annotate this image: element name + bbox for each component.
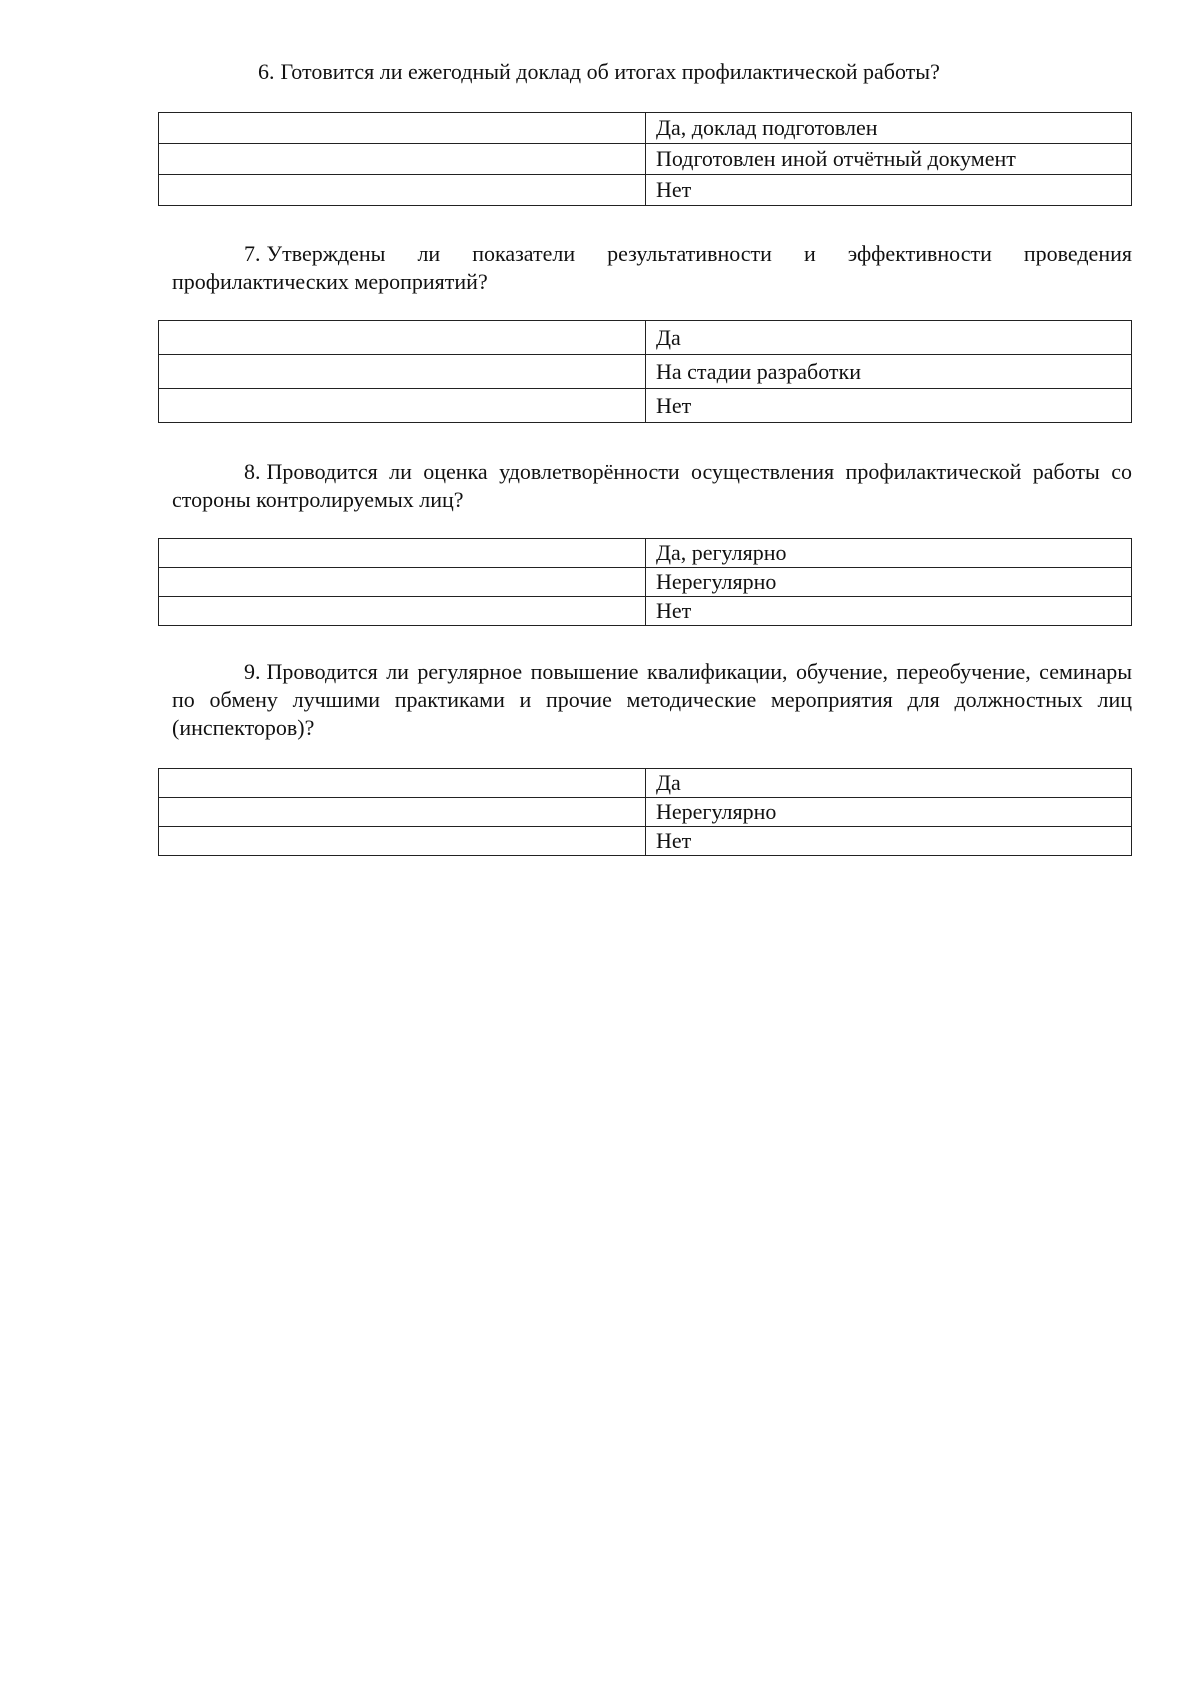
question-9-text: Проводится ли регулярное повышение квалификации, обучение, переобучение, семинары по обмену лучшими практиками и прочие методические мероприятия для должностных лиц (инспекторов)? xyxy=(172,659,1132,740)
answer-option: Нерегулярно xyxy=(646,568,1132,597)
answer-mark-cell[interactable] xyxy=(159,769,646,798)
question-9-number: 9. xyxy=(244,659,261,684)
table-row xyxy=(159,798,1132,827)
question-6 xyxy=(172,58,1132,86)
question-6-number: 6. xyxy=(258,59,275,84)
table-row xyxy=(159,175,1132,206)
table-row xyxy=(159,113,1132,144)
answer-mark-cell[interactable] xyxy=(159,798,646,827)
question-7 xyxy=(172,240,1132,296)
answer-mark-cell[interactable] xyxy=(159,597,646,626)
answer-option: На стадии разработки xyxy=(646,355,1132,389)
answer-option: Нет xyxy=(646,175,1132,206)
answer-table-6 xyxy=(158,112,1132,206)
question-8 xyxy=(172,458,1132,514)
question-7-text: Утверждены ли показатели результативности и эффективности проведения профилактических мероприятий? xyxy=(172,241,1132,294)
table-row xyxy=(159,568,1132,597)
answer-option: Да, доклад подготовлен xyxy=(646,113,1132,144)
question-9 xyxy=(172,658,1132,742)
answer-option: Да, регулярно xyxy=(646,539,1132,568)
table-row xyxy=(159,389,1132,423)
answer-mark-cell[interactable] xyxy=(159,175,646,206)
answer-table-7 xyxy=(158,320,1132,423)
answer-mark-cell[interactable] xyxy=(159,113,646,144)
table-row xyxy=(159,827,1132,856)
answer-mark-cell[interactable] xyxy=(159,321,646,355)
answer-mark-cell[interactable] xyxy=(159,568,646,597)
table-row xyxy=(159,539,1132,568)
answer-table-8 xyxy=(158,538,1132,626)
answer-option: Нет xyxy=(646,597,1132,626)
answer-mark-cell[interactable] xyxy=(159,389,646,423)
answer-option: Нет xyxy=(646,389,1132,423)
question-6-text: Готовится ли ежегодный доклад об итогах профилактической работы? xyxy=(280,59,940,84)
table-row xyxy=(159,355,1132,389)
answer-mark-cell[interactable] xyxy=(159,827,646,856)
answer-mark-cell[interactable] xyxy=(159,144,646,175)
table-row xyxy=(159,597,1132,626)
question-8-text: Проводится ли оценка удовлетворённости осуществления профилактической работы со стороны контролируемых лиц? xyxy=(172,459,1132,512)
table-row xyxy=(159,144,1132,175)
answer-mark-cell[interactable] xyxy=(159,539,646,568)
answer-option: Да xyxy=(646,769,1132,798)
answer-option: Да xyxy=(646,321,1132,355)
answer-option: Подготовлен иной отчётный документ xyxy=(646,144,1132,175)
answer-option: Нерегулярно xyxy=(646,798,1132,827)
answer-mark-cell[interactable] xyxy=(159,355,646,389)
table-row xyxy=(159,321,1132,355)
question-8-number: 8. xyxy=(244,459,261,484)
answer-table-9 xyxy=(158,768,1132,856)
table-row xyxy=(159,769,1132,798)
answer-option: Нет xyxy=(646,827,1132,856)
question-7-number: 7. xyxy=(244,241,261,266)
